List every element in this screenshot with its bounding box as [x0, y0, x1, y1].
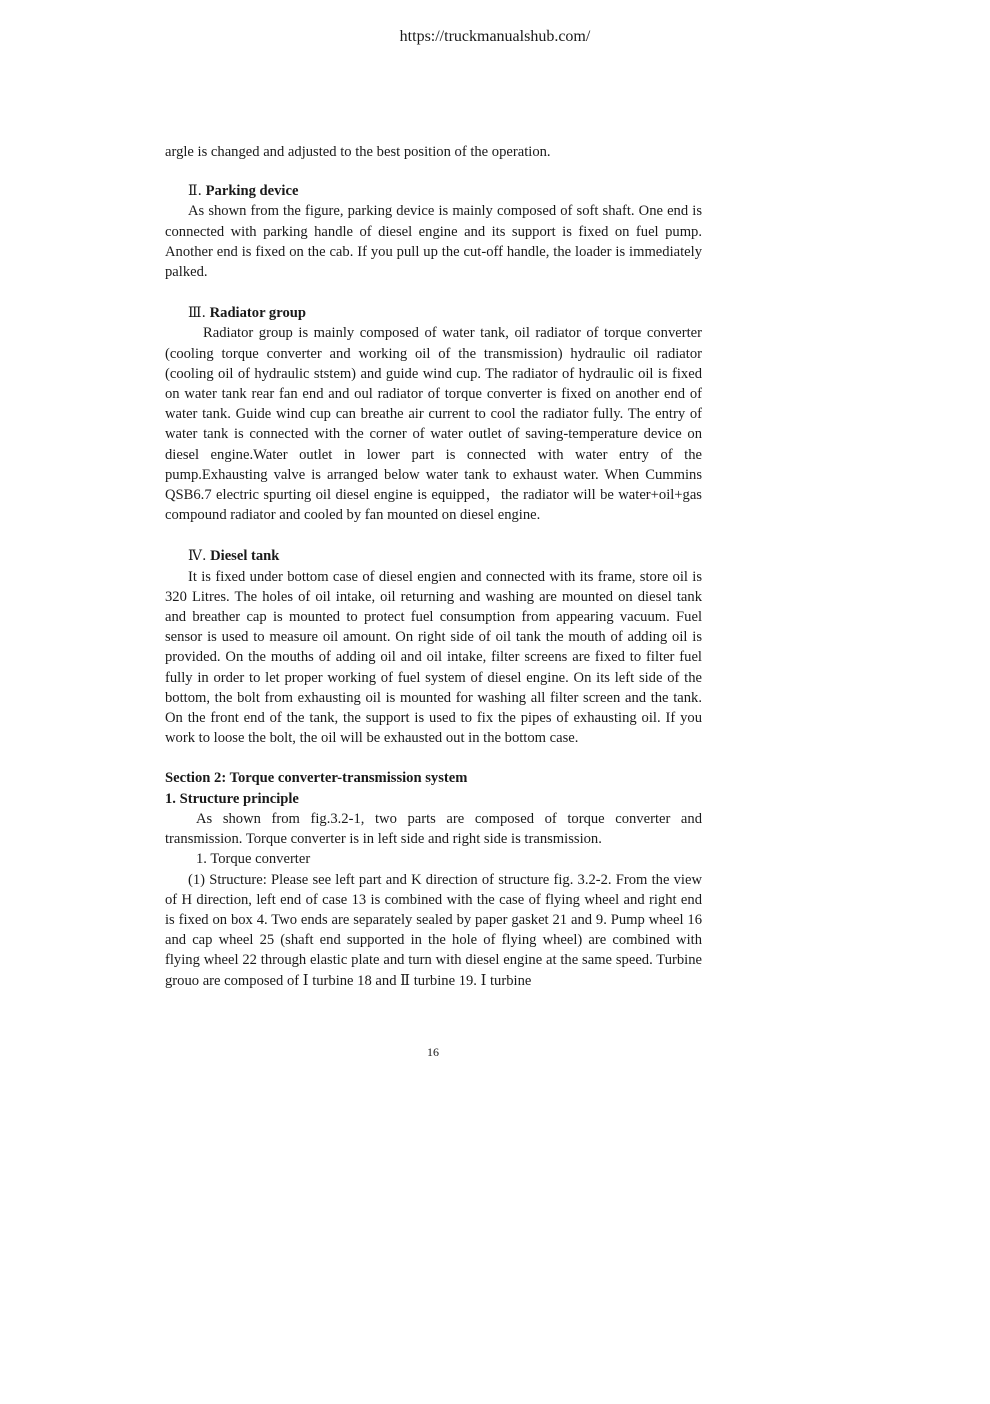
- source-url[interactable]: https://truckmanualshub.com/: [399, 28, 591, 45]
- heading-diesel-tank: [165, 546, 702, 566]
- structure-detail-paragraph: (1) Structure: Please see left part and K direction of structure fig. 3.2-2. From the view of H direction, left end of case 13 is combined with the case of flying wheel and right end is fixed on box 4. Two ends are separately sealed by paper gasket 21 and 9. Pump wheel 16 and cap wheel 25 (shaft end supported in the hole of flying wheel) are combined with flying wheel 22 through elastic plate and turn with diesel engine at the same speed. Turbine grouo are composed of Ⅰ turbine 18 and Ⅱ turbine 19. Ⅰ turbine: [165, 871, 702, 989]
- heading-title: Radiator group: [209, 305, 306, 322]
- page-content: [165, 142, 702, 991]
- page-number: 16: [427, 1045, 439, 1059]
- section-title: Section 2: Torque converter-transmission system: [165, 770, 468, 787]
- torque-converter-item: 1. Torque converter: [196, 851, 311, 868]
- spacer: [165, 282, 702, 303]
- diesel-tank-paragraph: It is fixed under bottom case of diesel engien and connected with its frame, store oil is 320 Litres. The holes of oil intake, oil returning and washing are mounted on diesel tank and breather cap is mounted to protect fuel consumption from appearing vacuum. Fuel sensor is used to measure oil amount. On right side of oil tank the mouth of adding oil is provided. On the mouths of adding oil and oil intake, filter screens are fixed to filter fuel fully in order to let proper working of fuel system of diesel engine. On its left side of the bottom, the bolt from exhausting oil is mounted for washing all filter screen and the tank. On the front end of the tank, the support is used to fix the pipes of exhausting oil. If you work to loose the bolt, the oil will be exhausted out in the bottom case.: [165, 568, 702, 747]
- structure-paragraph: As shown from fig.3.2-1, two parts are composed of torque converter and transmission. Torque converter is in left side and right side is transmission.: [165, 810, 702, 848]
- heading-radiator-group: [165, 303, 702, 323]
- heading-parking-device: [165, 181, 702, 201]
- radiator-paragraph: Radiator group is mainly composed of water tank, oil radiator of torque converter (cooling torque converter and working oil of the transmission) hydraulic oil radiator (cooling oil of hydraulic ststem) and guide wind cup. The radiator of hydraulic oil is fixed on water tank rear fan end and oul radiator of torque converter is fixed on another end of water tank. Guide wind cup can breathe air current to cool the radiator fully. The entry of water tank is connected with the corner of water outlet of saving-temperature device on diesel engine.Water outlet in lower part is connected with water entry of the pump.Exhausting valve is arranged below water tank to exhaust water. When Cummins QSB6.7 electric spurting oil diesel engine is equipped，the radiator will be water+oil+gas compound radiator and cooled by fan mounted on diesel engine.: [165, 325, 702, 524]
- section-subtitle: 1. Structure principle: [165, 790, 299, 807]
- spacer: [165, 162, 702, 181]
- spacer: [165, 525, 702, 546]
- heading-numeral: Ⅳ.: [188, 548, 207, 565]
- heading-numeral: Ⅱ.: [188, 183, 202, 200]
- intro-paragraph: argle is changed and adjusted to the best position of the operation.: [165, 144, 551, 160]
- heading-title: Diesel tank: [210, 548, 280, 565]
- spacer: [165, 748, 702, 768]
- parking-paragraph: As shown from the figure, parking device is mainly composed of soft shaft. One end is connected with parking handle of diesel engine and its support is fixed on fuel pump. Another end is fixed on the cab. If you pull up the cut-off handle, the loader is immediately palked.: [165, 203, 702, 281]
- heading-title: Parking device: [205, 183, 299, 200]
- heading-numeral: Ⅲ.: [188, 305, 206, 322]
